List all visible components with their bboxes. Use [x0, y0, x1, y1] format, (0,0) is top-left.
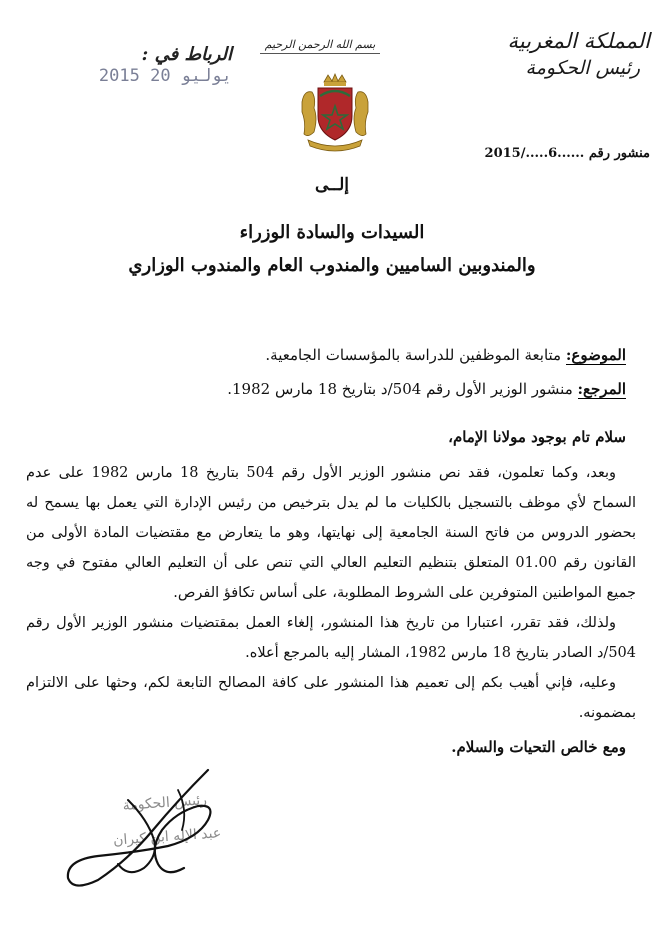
handwritten-signature — [58, 760, 248, 900]
letterhead — [490, 28, 650, 82]
to-label: إلــى — [314, 175, 350, 195]
paragraph-1: وبعد، وكما تعلمون، فقد نص منشور الوزير الأول رقم 504 بتاريخ 18 مارس 1982 على عدم السماح لأي موظف بالتسجيل بالكليات ما لم يدل بترخيص من رئيس الإدارة التي يعمل بها يسمح له بحضور الدروس من فاتح السنة الجامعية إلى نهايتها، وهو ما يتعارض مع مقتضيات المادة الأولى من القانون رقم 01.00 المتعلق بتنظيم التعليم العالي التي تنص على أن التعليم العالي مفتوح في وجه جميع المواطنين المتوفرين على الشروط المطلوبة، على أساس تكافؤ الفرص. — [26, 465, 636, 601]
office-name: رئيس الحكومة — [525, 57, 640, 79]
signatory-name: عبد الإله ابن كيران — [112, 825, 222, 849]
circular-number: منشور رقم ......6...../2015 — [484, 146, 650, 161]
addressee-block — [0, 174, 664, 276]
signatory-title: رئيس الحكومة — [122, 792, 208, 814]
city-label: الرباط في : — [141, 44, 232, 65]
basmala: بسم الله الرحمن الرحيم — [260, 38, 380, 54]
date-stamp: 2015 يوليو 20 — [98, 66, 232, 86]
subject-label: الموضوع: — [565, 346, 626, 364]
greeting: سلام تام بوجود مولانا الإمام، — [448, 428, 626, 446]
reference-text: منشور الوزير الأول رقم 504/د بتاريخ 18 مارس 1982. — [227, 380, 578, 398]
paragraph-3: وعليه، فإني أهيب بكم إلى تعميم هذا المنشور على كافة المصالح التابعة لكم، وحثها على الالتزام بمضمونه. — [26, 675, 636, 721]
reference-line — [26, 372, 626, 406]
addressee-line-2: والمندوبين الساميين والمندوب العام والمندوب الوزاري — [128, 255, 536, 276]
subject-line — [26, 338, 626, 372]
moroccan-coat-of-arms-icon — [294, 72, 376, 154]
addressee-line-1: السيدات والسادة الوزراء — [239, 222, 425, 243]
kingdom-name: المملكة المغربية — [507, 29, 650, 53]
place-and-date — [12, 44, 232, 86]
subject-text: متابعة الموظفين للدراسة بالمؤسسات الجامعية. — [265, 346, 566, 364]
paragraph-2: ولذلك، فقد تقرر، اعتبارا من تاريخ هذا المنشور، إلغاء العمل بمقتضيات منشور الوزير الأول رقم 504/د الصادر بتاريخ 18 مارس 1982، المشار إليه بالمرجع أعلاه. — [26, 615, 636, 661]
subject-reference — [26, 338, 626, 406]
reference-label: المرجع: — [577, 380, 626, 398]
closing-salutation: ومع خالص التحيات والسلام. — [451, 738, 626, 756]
letter-body — [26, 458, 636, 728]
